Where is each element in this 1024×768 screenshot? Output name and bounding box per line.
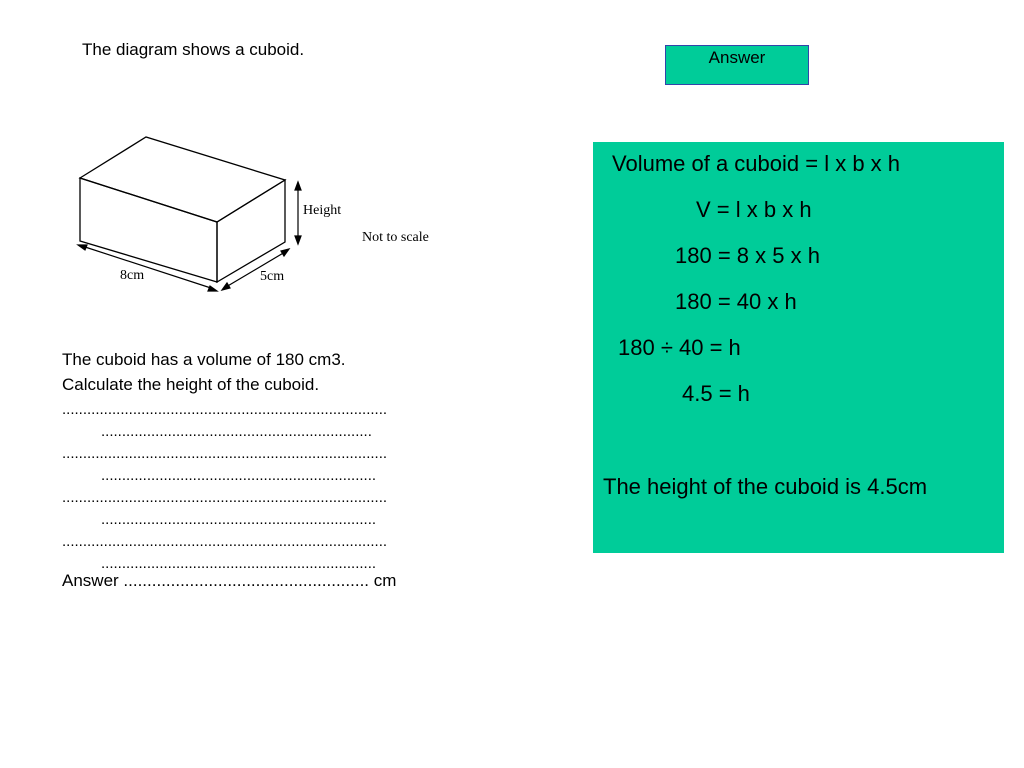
solution-line-5: 180 ÷ 40 = h [618, 335, 741, 360]
solution-line-1: Volume of a cuboid = l x b x h [612, 151, 901, 176]
working-line: .............................................................................. [62, 445, 388, 462]
cuboid-diagram [0, 0, 460, 300]
solution-conclusion: The height of the cuboid is 4.5cm [603, 474, 928, 499]
working-line: .............................................................................. [62, 401, 388, 418]
solution-line-6: 4.5 = h [682, 381, 750, 406]
height-arrow [295, 182, 301, 244]
solution-line-3: 180 = 8 x 5 x h [675, 243, 820, 268]
solution-line-4: 180 = 40 x h [675, 289, 797, 314]
length-label: 8cm [120, 268, 145, 283]
question-line-1: The cuboid has a volume of 180 cm3. [62, 350, 346, 369]
width-label: 5cm [260, 269, 285, 284]
answer-line: Answer .................................................... cm [62, 571, 397, 590]
cuboid-top-face [80, 137, 285, 222]
intro-text: The diagram shows a cuboid. [82, 40, 305, 59]
question-line-2: Calculate the height of the cuboid. [62, 375, 320, 394]
working-line: .................................................................. [101, 555, 377, 572]
scale-note: Not to scale [362, 230, 429, 245]
length-arrow [78, 245, 217, 291]
answer-button[interactable]: Answer [665, 45, 809, 85]
working-line: .............................................................................. [62, 489, 388, 506]
working-line: ................................................................. [101, 423, 372, 440]
cuboid-front-face [80, 178, 217, 282]
height-label: Height [303, 203, 342, 218]
working-line: .................................................................. [101, 467, 377, 484]
cuboid-right-face [217, 180, 285, 282]
working-line: .............................................................................. [62, 533, 388, 550]
working-line: .................................................................. [101, 511, 377, 528]
solution-line-2: V = l x b x h [696, 197, 812, 222]
